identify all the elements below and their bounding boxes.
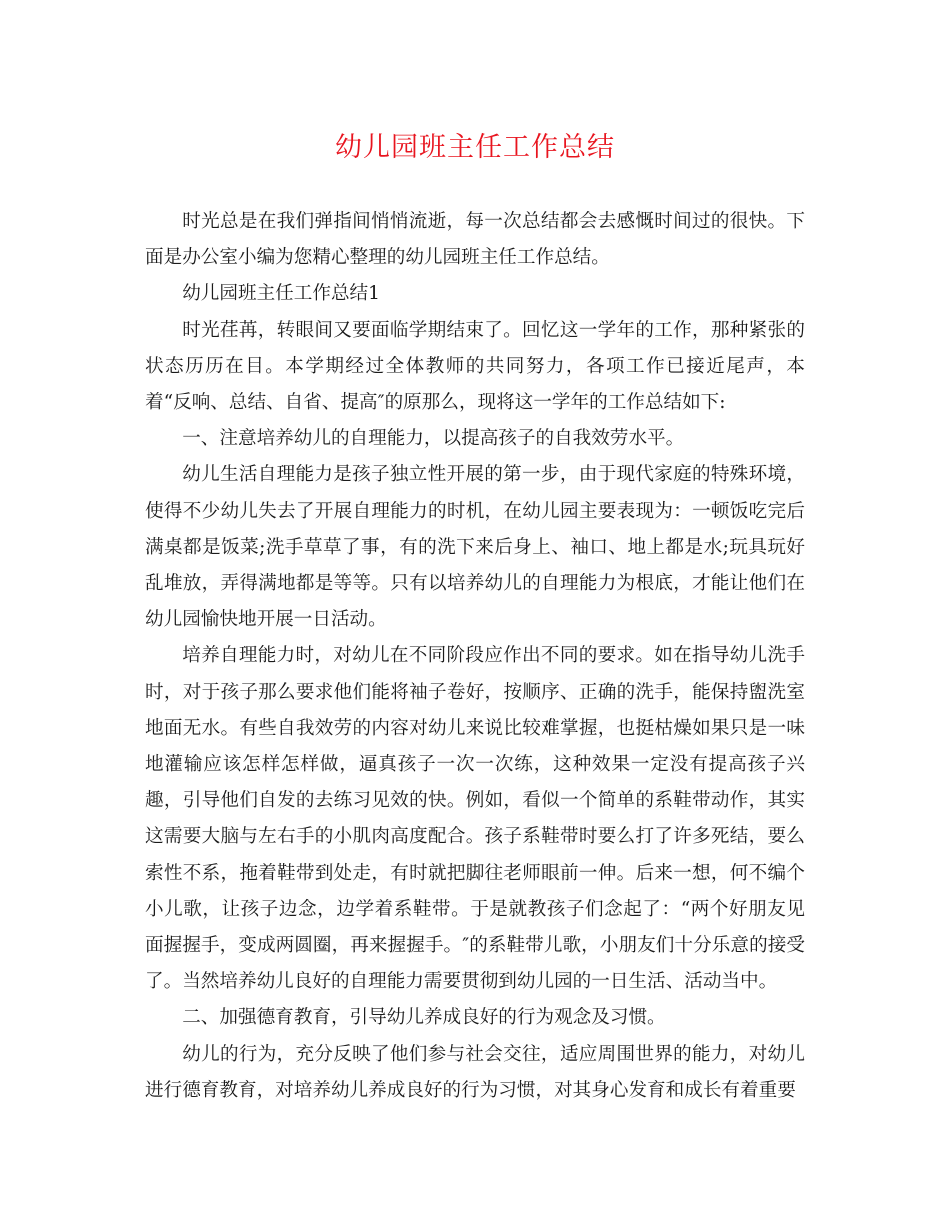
body-paragraph: 幼儿的行为，充分反映了他们参与社会交往，适应周围世界的能力，对幼儿进行德育教育，对培养幼儿养成良好的行为习惯，对其身心发育和成长有着重要 (145, 1043, 805, 1101)
subsection-heading: 二、加强德育教育，引导幼儿养成良好的行为观念及习惯。 (182, 1007, 666, 1029)
body-paragraph: 培养自理能力时，对幼儿在不同阶段应作出不同的要求。如在指导幼儿洗手时，对于孩子那么要求他们能将袖子卷好，按顺序、正确的洗手，能保持盥洗室地面无水。有些自我效劳的内容对幼儿来说比较难掌握，也挺枯燥如果只是一味地灌输应该怎样怎样做，逼真孩子一次一次练，这种效果一定没有提高孩子兴趣，引导他们自发的去练习见效的快。例如，看似一个简单的系鞋带动作，其实这需要大脑与左右手的小肌肉高度配合。孩子系鞋带时要么打了许多死结，要么索性不系，拖着鞋带到处走，有时就把脚往老师眼前一伸。后来一想，何不编个小儿歌，让孩子边念，边学着系鞋带。于是就教孩子们念起了：“两个好朋友见面握握手，变成两圆圈，再来握握手。″的系鞋带儿歌，小朋友们十分乐意的接受了。当然培养幼儿良好的自理能力需要贯彻到幼儿园的一日生活、活动当中。 (145, 645, 805, 993)
subsection-heading: 一、注意培养幼儿的自理能力，以提高孩子的自我效劳水平。 (182, 428, 685, 450)
document-title: 幼儿园班主任工作总结 (335, 132, 615, 163)
body-paragraph: 幼儿生活自理能力是孩子独立性开展的第一步，由于现代家庭的特殊环境，使得不少幼儿失去了开展自理能力的时机，在幼儿园主要表现为：一顿饭吃完后满桌都是饭菜;洗手草草了事，有的洗下来后身上、袖口、地上都是水;玩具玩好乱堆放，弄得满地都是等等。只有以培养幼儿的自理能力为根底，才能让他们在幼儿园愉快地开展一日活动。 (145, 464, 805, 631)
intro-paragraph: 时光总是在我们弹指间悄悄流逝，每一次总结都会去感慨时间过的很快。下面是办公室小编为您精心整理的幼儿园班主任工作总结。 (145, 211, 805, 269)
body-paragraph: 时光荏苒，转眼间又要面临学期结束了。回忆这一学年的工作，那种紧张的状态历历在目。本学期经过全体教师的共同努力，各项工作已接近尾声，本着“反响、总结、自省、提高″的原那么，现将这一学年的工作总结如下: (145, 319, 805, 414)
section-heading: 幼儿园班主任工作总结1 (182, 283, 380, 305)
document-body (145, 204, 805, 1109)
